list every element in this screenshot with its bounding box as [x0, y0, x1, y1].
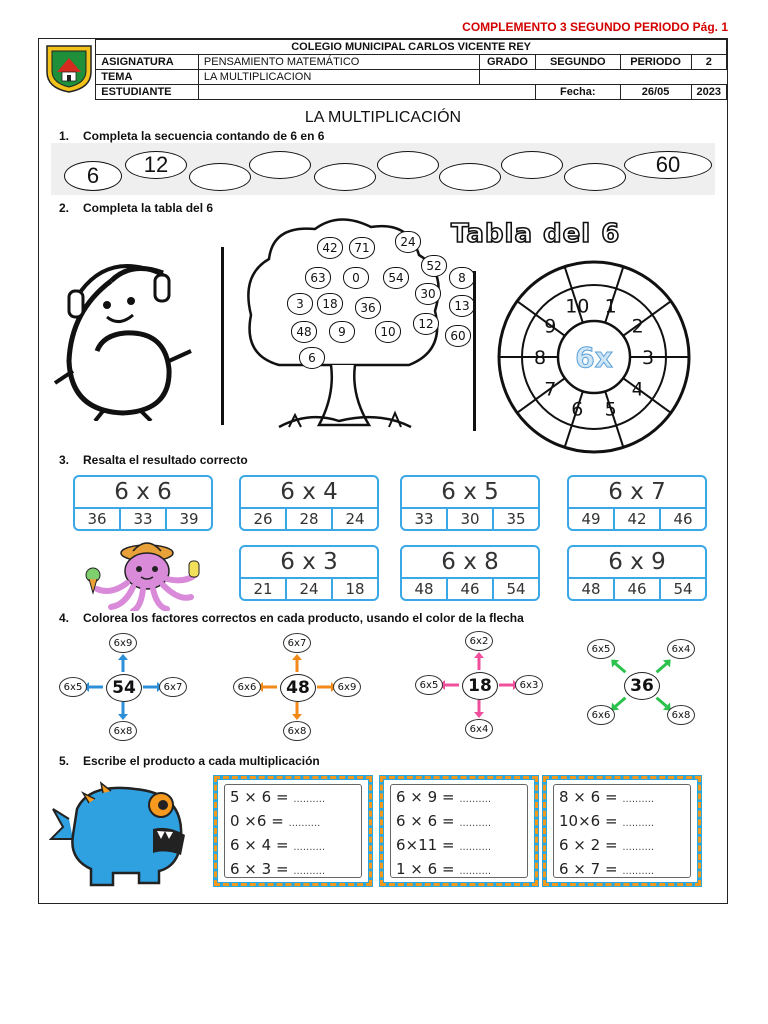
question-5-text: Escribe el producto a cada multiplicación: [83, 754, 320, 768]
apple-number: 42: [317, 237, 343, 259]
sequence-oval-3[interactable]: [189, 163, 251, 191]
answer-blank[interactable]: ..........: [288, 818, 321, 829]
product-expression: 6×11 =: [396, 836, 455, 854]
product-card: [542, 775, 702, 887]
number-six-character-icon: [51, 251, 201, 421]
result-option[interactable]: 24: [331, 509, 377, 529]
product-expression: 8 × 6 =: [559, 788, 618, 806]
product-row: [396, 812, 491, 830]
product-expression: 6 × 9 =: [396, 788, 455, 806]
sequence-oval-8[interactable]: [501, 151, 563, 179]
apple-number: 36: [355, 297, 381, 319]
question-5: [59, 754, 320, 768]
arrow-head-icon: [474, 652, 484, 658]
sequence-oval-9[interactable]: [564, 163, 626, 191]
result-box-options: [402, 577, 538, 599]
result-option[interactable]: 36: [87, 510, 107, 528]
result-box-options: [569, 507, 705, 529]
sequence-oval-4[interactable]: [249, 151, 311, 179]
factor-circle[interactable]: 6x4: [465, 719, 493, 739]
product-row: [396, 836, 491, 854]
result-option[interactable]: 30: [446, 509, 492, 529]
question-3: [59, 453, 248, 467]
apple-number: 71: [349, 237, 375, 259]
factor-arrow: [616, 698, 626, 706]
factor-circle[interactable]: 6x3: [515, 675, 543, 695]
apple-number: 54: [383, 267, 409, 289]
result-box: [400, 475, 540, 531]
question-5-number: 5.: [59, 754, 70, 768]
product-expression: 10×6 =: [559, 812, 618, 830]
product-card: [379, 775, 539, 887]
factor-circle[interactable]: 6x9: [333, 677, 361, 697]
factor-circle[interactable]: 6x6: [587, 705, 615, 725]
wheel-number: 2: [631, 315, 644, 338]
result-option[interactable]: 48: [581, 580, 601, 598]
result-box-expression: 6 x 7: [608, 479, 666, 505]
sequence-oval-6[interactable]: [377, 151, 439, 179]
result-option[interactable]: 28: [285, 509, 331, 529]
asignatura-label: ASIGNATURA: [96, 55, 199, 70]
result-option[interactable]: 24: [285, 579, 331, 599]
result-box-expression: 6 x 6: [114, 479, 172, 505]
sequence-oval-2: 12: [125, 151, 187, 179]
result-option[interactable]: 46: [659, 509, 705, 529]
product-card: [213, 775, 373, 887]
octopus-icon: [75, 539, 205, 611]
wheel-number: 5: [604, 398, 617, 421]
factor-circle[interactable]: 6x5: [587, 639, 615, 659]
product-row: [559, 788, 654, 806]
product-expression: 6 × 6 =: [396, 812, 455, 830]
result-option[interactable]: 21: [253, 580, 273, 598]
product-center: 48: [280, 674, 316, 702]
grado-value: SEGUNDO: [535, 55, 620, 70]
answer-blank[interactable]: ..........: [622, 818, 655, 829]
apple-number: 3: [287, 293, 313, 315]
divider-left: [221, 247, 224, 425]
answer-blank[interactable]: ..........: [459, 842, 492, 853]
product-expression: 6 × 7 =: [559, 860, 618, 878]
factor-circle[interactable]: 6x9: [109, 633, 137, 653]
question-3-number: 3.: [59, 453, 70, 467]
result-option[interactable]: 54: [492, 579, 538, 599]
product-row: [559, 836, 654, 854]
arrow-head-icon: [292, 714, 302, 720]
worksheet-frame: [38, 38, 728, 904]
answer-blank[interactable]: ..........: [459, 866, 492, 877]
question-4: [59, 611, 524, 625]
result-option[interactable]: 54: [659, 579, 705, 599]
answer-blank[interactable]: ..........: [293, 866, 326, 877]
apple-number: 63: [305, 267, 331, 289]
multiplication-wheel: [494, 257, 694, 457]
tema-value: LA MULTIPLICACION: [198, 70, 479, 85]
apple-number: 0: [343, 267, 369, 289]
product-expression: 6 × 3 =: [230, 860, 289, 878]
result-box-options: [569, 577, 705, 599]
apple-number: 52: [421, 255, 447, 277]
factor-arrow: [657, 698, 667, 706]
factor-circle[interactable]: 6x6: [233, 677, 261, 697]
answer-blank[interactable]: ..........: [459, 794, 492, 805]
factor-circle[interactable]: 6x5: [59, 677, 87, 697]
wheel-number: 7: [544, 378, 557, 401]
apple-number: 24: [395, 231, 421, 253]
apple-number: 48: [291, 321, 317, 343]
result-box-expression: 6 x 4: [280, 479, 338, 505]
fecha-label: Fecha:: [535, 85, 620, 100]
product-row: [230, 812, 320, 830]
question-4-text: Colorea los factores correctos en cada producto, usando el color de la flecha: [83, 611, 524, 625]
question-2-number: 2.: [59, 201, 70, 215]
page-complement-note: COMPLEMENTO 3 SEGUNDO PERIODO Pág. 1: [462, 20, 728, 34]
result-option[interactable]: 33: [119, 509, 165, 529]
question-2: [59, 201, 213, 215]
result-box-expression: 6 x 8: [441, 549, 499, 575]
result-option[interactable]: 46: [613, 579, 659, 599]
student-name-field[interactable]: [198, 85, 535, 100]
product-center: 36: [624, 672, 660, 700]
result-box: [567, 545, 707, 601]
result-box: [239, 475, 379, 531]
wheel-center-label: 6x: [575, 341, 613, 374]
factor-circle[interactable]: 6x7: [283, 633, 311, 653]
product-row: [559, 812, 654, 830]
tabla-del-6-title: Tabla del 6: [451, 219, 621, 249]
result-option[interactable]: 48: [414, 580, 434, 598]
result-box-options: [75, 507, 211, 529]
wheel-number: 1: [604, 295, 617, 318]
product-expression: 0 ×6 =: [230, 812, 284, 830]
wheel-number: 8: [533, 347, 547, 369]
product-center: 18: [462, 672, 498, 700]
result-box-expression: 6 x 5: [441, 479, 499, 505]
question-1-number: 1.: [59, 129, 70, 143]
divider-right: [473, 271, 476, 431]
result-option[interactable]: 33: [414, 510, 434, 528]
result-box: [239, 545, 379, 601]
product-row: [230, 788, 325, 806]
wheel-number: 6: [571, 398, 584, 421]
answer-blank[interactable]: ..........: [459, 818, 492, 829]
tema-label: TEMA: [96, 70, 199, 85]
sequence-oval-5[interactable]: [314, 163, 376, 191]
answer-blank[interactable]: ..........: [622, 842, 655, 853]
result-box-options: [402, 507, 538, 529]
apple-number: 30: [415, 283, 441, 305]
product-row: [230, 836, 325, 854]
arrow-head-icon: [474, 712, 484, 718]
result-option[interactable]: 42: [613, 509, 659, 529]
product-row: [396, 860, 491, 878]
factor-circle[interactable]: 6x8: [667, 705, 695, 725]
factor-arrow: [616, 664, 626, 672]
result-option[interactable]: 49: [581, 510, 601, 528]
apple-number: 8: [449, 267, 475, 289]
product-center: 54: [106, 674, 142, 702]
answer-blank[interactable]: ..........: [293, 794, 326, 805]
arrow-head-icon: [118, 714, 128, 720]
result-box-expression: 6 x 3: [280, 549, 338, 575]
product-row: [396, 788, 491, 806]
question-1-text: Completa la secuencia contando de 6 en 6: [83, 129, 325, 143]
school-name: COLEGIO MUNICIPAL CARLOS VICENTE REY: [96, 40, 727, 55]
question-4-number: 4.: [59, 611, 70, 625]
answer-blank[interactable]: ..........: [293, 842, 326, 853]
factor-arrow: [657, 664, 667, 672]
result-box: [567, 475, 707, 531]
result-box: [400, 545, 540, 601]
result-option[interactable]: 46: [446, 579, 492, 599]
product-expression: 5 × 6 =: [230, 788, 289, 806]
apple-number: 60: [445, 325, 471, 347]
wheel-number: 4: [631, 378, 644, 401]
product-expression: 6 × 4 =: [230, 836, 289, 854]
question-1: [59, 129, 324, 143]
result-option[interactable]: 39: [165, 509, 211, 529]
answer-blank[interactable]: ..........: [622, 794, 655, 805]
factor-circle[interactable]: 6x7: [159, 677, 187, 697]
factor-circle[interactable]: 6x8: [109, 721, 137, 741]
answer-blank[interactable]: ..........: [622, 866, 655, 877]
factor-circle[interactable]: 6x5: [415, 675, 443, 695]
product-row: [230, 860, 325, 878]
fecha-value: 26/05: [620, 85, 691, 100]
result-option[interactable]: 35: [492, 509, 538, 529]
periodo-label: PERIODO: [620, 55, 691, 70]
sequence-oval-7[interactable]: [439, 163, 501, 191]
arrow-head-icon: [118, 654, 128, 660]
grado-label: GRADO: [480, 55, 536, 70]
factor-circle[interactable]: 6x2: [465, 631, 493, 651]
wheel-number: 9: [544, 315, 557, 338]
header-table: [39, 39, 727, 100]
factor-circle[interactable]: 6x4: [667, 639, 695, 659]
apple-number: 9: [329, 321, 355, 343]
blue-monster-icon: [49, 779, 199, 889]
main-title: LA MULTIPLICACIÓN: [304, 109, 462, 126]
product-expression: 1 × 6 =: [396, 860, 455, 878]
arrow-head-icon: [292, 654, 302, 660]
result-box-options: [241, 507, 377, 529]
question-2-text: Completa la tabla del 6: [83, 201, 214, 215]
wheel-number: 10: [565, 295, 590, 318]
periodo-value: 2: [691, 55, 726, 70]
apple-number: 12: [413, 313, 439, 335]
sequence-oval-10: 60: [624, 151, 712, 179]
factor-circle[interactable]: 6x8: [283, 721, 311, 741]
year-value: 2023: [691, 85, 726, 100]
apple-number: 6: [299, 347, 325, 369]
result-box: [73, 475, 213, 531]
wheel-number: 3: [641, 347, 655, 369]
product-row: [559, 860, 654, 878]
result-box-expression: 6 x 9: [608, 549, 666, 575]
question-3-text: Resalta el resultado correcto: [83, 453, 248, 467]
asignatura-value: PENSAMIENTO MATEMÁTICO: [198, 55, 479, 70]
result-box-options: [241, 577, 377, 599]
estudiante-label: ESTUDIANTE: [96, 85, 199, 100]
apple-number: 18: [317, 293, 343, 315]
result-option[interactable]: 26: [253, 510, 273, 528]
apple-number: 13: [449, 295, 475, 317]
sequence-oval-1: 6: [64, 161, 122, 191]
result-option[interactable]: 18: [331, 579, 377, 599]
apple-number-group: [239, 215, 470, 365]
product-expression: 6 × 2 =: [559, 836, 618, 854]
apple-number: 10: [375, 321, 401, 343]
